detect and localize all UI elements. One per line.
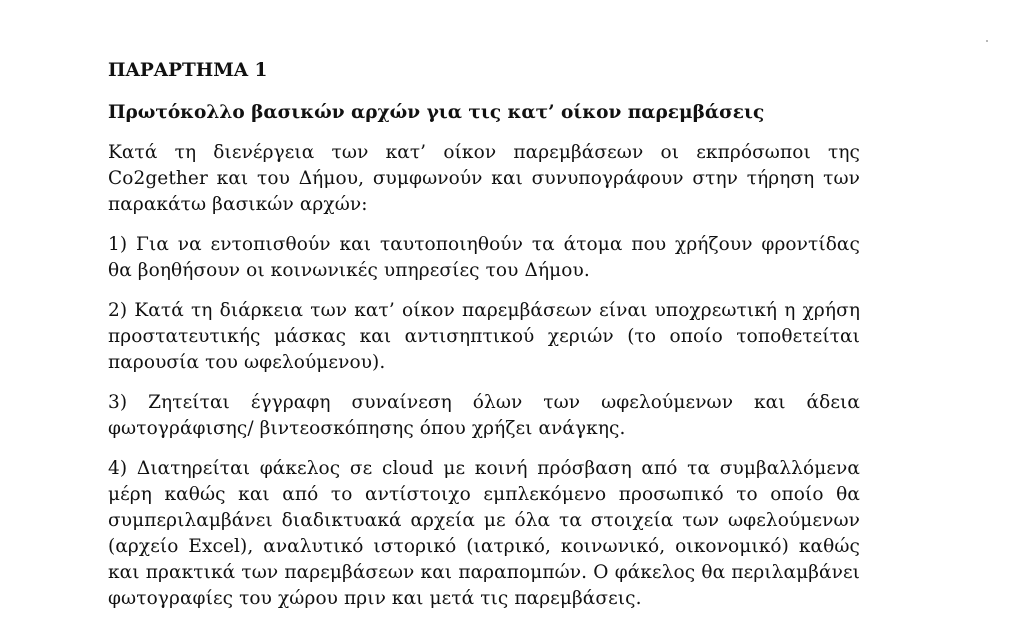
principle-2-paragraph: 2) Κατά τη διάρκεια των κατ’ οίκον παρεμβάσεων είναι υποχρεωτική η χρήση προστατευτικής μάσκας και αντισηπτικού χεριών (το οποίο τοποθετείται παρουσία του ωφελούμενου).: [108, 300, 860, 373]
scan-dot-mark: [986, 40, 988, 42]
annex-title: ΠΑΡΑΡΤΗΜΑ 1: [108, 60, 268, 81]
document-page: [108, 58, 860, 626]
principle-1-paragraph: 1) Για να εντοπισθούν και ταυτοποιηθούν τα άτομα που χρήζουν φροντίδας θα βοηθήσουν οι κοινωνικές υπηρεσίες του Δήμου.: [108, 234, 860, 281]
principle-3-paragraph: 3) Ζητείται έγγραφη συναίνεση όλων των ωφελούμενων και άδεια φωτογράφισης/ βιντεοσκόπησης όπου χρήζει ανάγκης.: [108, 392, 860, 439]
intro-paragraph: Κατά τη διενέργεια των κατ’ οίκον παρεμβάσεων οι εκπρόσωποι της Co2gether και του Δήμου, συμφωνούν και συνυπογράφουν στην τήρηση των παρακάτω βασικών αρχών:: [108, 142, 860, 215]
principle-4-paragraph: 4) Διατηρείται φάκελος σε cloud με κοινή πρόσβαση από τα συμβαλλόμενα μέρη καθώς και από το αντίστοιχο εμπλεκόμενο προσωπικό το οποίο θα συμπεριλαμβάνει διαδικτυακά αρχεία με όλα τα στοιχεία των ωφελούμενων (αρχείο Excel), αναλυτικό ιστορικό (ιατρικό, κοινωνικό, οικονομικό) καθώς και πρακτικά των παρεμβάσεων και παραπομπών. Ο φάκελος θα περιλαμβάνει φωτογραφίες του χώρου πριν και μετά τις παρεμβάσεις.: [108, 458, 860, 609]
document-subtitle: Πρωτόκολλο βασικών αρχών για τις κατ’ οίκον παρεμβάσεις: [108, 102, 765, 123]
